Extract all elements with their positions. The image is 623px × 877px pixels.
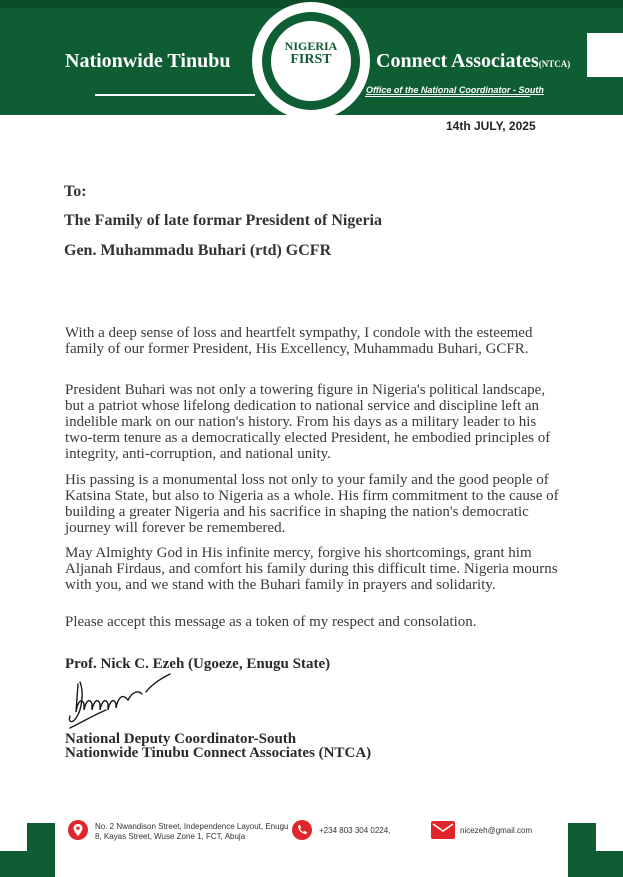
- letterhead-rule-left: [95, 94, 255, 96]
- org-name-right-text: Connect Associates: [376, 50, 539, 72]
- letterhead-rule-right: [365, 96, 530, 97]
- signatory-name: Prof. Nick C. Ezeh (Ugoeze, Enugu State): [65, 656, 331, 672]
- location-pin-icon: [68, 820, 88, 840]
- footer-corner-right-notch: [596, 823, 623, 851]
- office-subtitle: Office of the National Coordinator - South: [366, 85, 544, 95]
- recipient-line-2: Gen. Muhammadu Buhari (rtd) GCFR: [64, 242, 332, 259]
- footer-phone: +234 803 304 0224,: [319, 826, 391, 835]
- org-name-left: Nationwide Tinubu: [65, 50, 231, 72]
- letterhead-corner-block: [587, 33, 623, 77]
- footer-corner-left-notch: [0, 823, 27, 851]
- handwritten-signature: [66, 670, 176, 730]
- body-paragraph-1: With a deep sense of loss and heartfelt sympathy, I condole with the esteemed family of our former President, His Excellency, Muhammadu Buhari, GCFR.: [65, 325, 533, 357]
- signatory-title-1: National Deputy Coordinator-South: [65, 731, 297, 747]
- body-paragraph-2: President Buhari was not only a towering figure in Nigeria's political landscape, but a patriot whose lifelong dedication to national service and discipline left an indelible mark on our nation's history. From his days as a military leader to his two-term tenure as a democratically elected President, he embodied principles of integrity, anti-corruption, and national unity.: [65, 382, 551, 462]
- footer-address: [95, 822, 288, 842]
- footer-address-line-2: 8, Kayas Street, Wuse Zone 1, FCT, Abuja: [95, 832, 246, 841]
- footer-email: nicezeh@gmail.com: [460, 826, 533, 835]
- body-paragraph-4: May Almighty God in His infinite mercy, forgive his shortcomings, grant him Aljanah Firdaus, and comfort his family during this difficult time. Nigeria mourns with you, and we stand with the Buhari family in prayers and solidarity.: [65, 545, 558, 593]
- phone-icon: [292, 820, 312, 840]
- org-name-right: [376, 50, 570, 73]
- logo-text: [270, 40, 352, 66]
- recipient-to-label: To:: [64, 183, 87, 200]
- org-abbreviation: (NTCA): [538, 59, 571, 69]
- body-paragraph-5: Please accept this message as a token of my respect and consolation.: [65, 614, 477, 630]
- logo-text-line2: FIRST: [290, 52, 332, 67]
- signatory-title-2: Nationwide Tinubu Connect Associates (NTCA): [65, 745, 372, 761]
- recipient-line-1: The Family of late formar President of Nigeria: [64, 212, 382, 229]
- letter-date: 14th JULY, 2025: [446, 119, 536, 133]
- footer-address-line-1: No. 2 Nwandison Street, Independence Layout, Enugu: [95, 822, 289, 831]
- envelope-icon: [431, 821, 455, 839]
- logo-text-line1: NIGERIA: [284, 39, 338, 53]
- body-paragraph-3: His passing is a monumental loss not only to your family and the good people of Katsina State, but also to Nigeria as a whole. His firm commitment to the cause of building a greater Nigeria and his sacrifice in shaping the nation's democratic journey will forever be remembered.: [65, 472, 559, 536]
